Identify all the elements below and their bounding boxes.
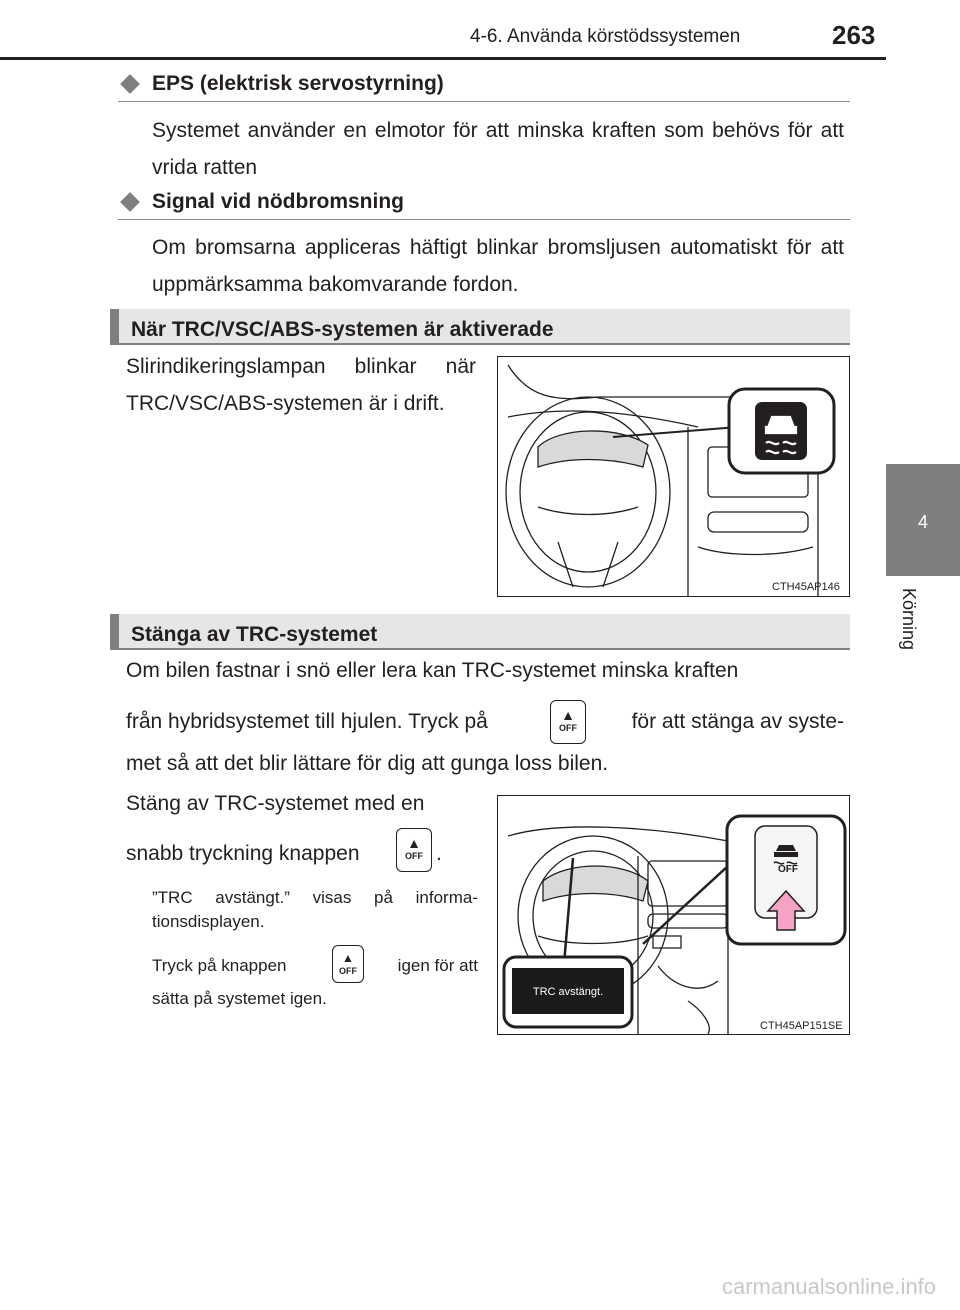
section-band-trc-off bbox=[110, 614, 850, 650]
off-label: OFF bbox=[559, 723, 577, 733]
trc-off-line3: met så att det blir lättare för dig att gunga loss bilen. bbox=[126, 752, 609, 775]
off-label: OFF bbox=[405, 851, 423, 861]
trc-off-button-icon bbox=[396, 828, 432, 872]
signal-body: Om bromsarna appliceras häftigt blinkar bromsljusen automatiskt för att uppmärksamma bakomvarande fordon. bbox=[152, 236, 844, 296]
page-number: 263 bbox=[832, 20, 876, 50]
figure-dashboard-indicator bbox=[497, 356, 850, 597]
active-body: Slirindikeringslampan blinkar när TRC/VSC/ABS-systemen är i drift. bbox=[126, 355, 476, 415]
figure-id: CTH45AP146 bbox=[772, 581, 840, 593]
slip-car-icon: ▲ bbox=[561, 707, 575, 723]
slip-car-icon: ▲ bbox=[407, 835, 421, 851]
off-label: OFF bbox=[339, 966, 357, 976]
trc-off-line2-text: från hybridsystemet till hjulen. Tryck på bbox=[126, 710, 488, 733]
dashboard-button-illustration bbox=[498, 796, 849, 1034]
section-heading-eps: EPS (elektrisk servostyrning) bbox=[152, 72, 444, 95]
button-off-label: OFF bbox=[778, 864, 798, 875]
chapter-tab-number: 4 bbox=[917, 512, 928, 532]
display-message: TRC avstängt. bbox=[532, 986, 604, 998]
watermark: carmanualsonline.info bbox=[721, 1274, 936, 1299]
dashboard-illustration bbox=[498, 357, 849, 596]
trc-off-button-icon bbox=[332, 945, 364, 983]
trc-off-line2 bbox=[126, 700, 844, 744]
trc-off-line2-text-end: för att stänga av syste- bbox=[631, 710, 844, 733]
trc-off-line1: Om bilen fastnar i snö eller lera kan TRC-systemet minska kraften bbox=[126, 659, 739, 682]
quick-press-line1: Stäng av TRC-systemet med en bbox=[126, 792, 425, 815]
note-press-again-text-end: igen för att bbox=[397, 956, 478, 975]
diamond-bullet-icon bbox=[120, 74, 140, 94]
section-heading-signal: Signal vid nödbromsning bbox=[152, 190, 404, 213]
header-rule bbox=[0, 57, 886, 60]
diamond-bullet-icon bbox=[120, 192, 140, 212]
note-display-message: ”TRC avstängt.” visas på informa-tionsdisplayen. bbox=[152, 888, 478, 931]
chapter-tab-label: Körning bbox=[899, 588, 919, 651]
heading-rule bbox=[118, 101, 850, 102]
section-band-title: Stänga av TRC-systemet bbox=[131, 623, 378, 646]
figure-id: CTH45AP151SE bbox=[760, 1020, 843, 1032]
note-press-again-line2: sätta på systemet igen. bbox=[152, 989, 327, 1008]
quick-press-period: . bbox=[436, 842, 442, 865]
figure-trc-off-button bbox=[497, 795, 850, 1035]
trc-off-button-icon bbox=[550, 700, 586, 744]
quick-press-text: snabb tryckning knappen bbox=[126, 842, 360, 865]
chapter-title: 4-6. Använda körstödssystemen bbox=[470, 26, 741, 47]
section-band-active bbox=[110, 309, 850, 345]
quick-press-line2 bbox=[126, 828, 478, 874]
slip-car-icon: ▲ bbox=[342, 951, 354, 965]
note-press-again bbox=[152, 945, 478, 985]
heading-rule bbox=[118, 219, 850, 220]
eps-body: Systemet använder en elmotor för att minska kraften som behövs för att vrida ratten bbox=[152, 119, 844, 179]
note-press-again-text: Tryck på knappen bbox=[152, 956, 287, 975]
section-band-title: När TRC/VSC/ABS-systemen är aktiverade bbox=[131, 318, 554, 341]
